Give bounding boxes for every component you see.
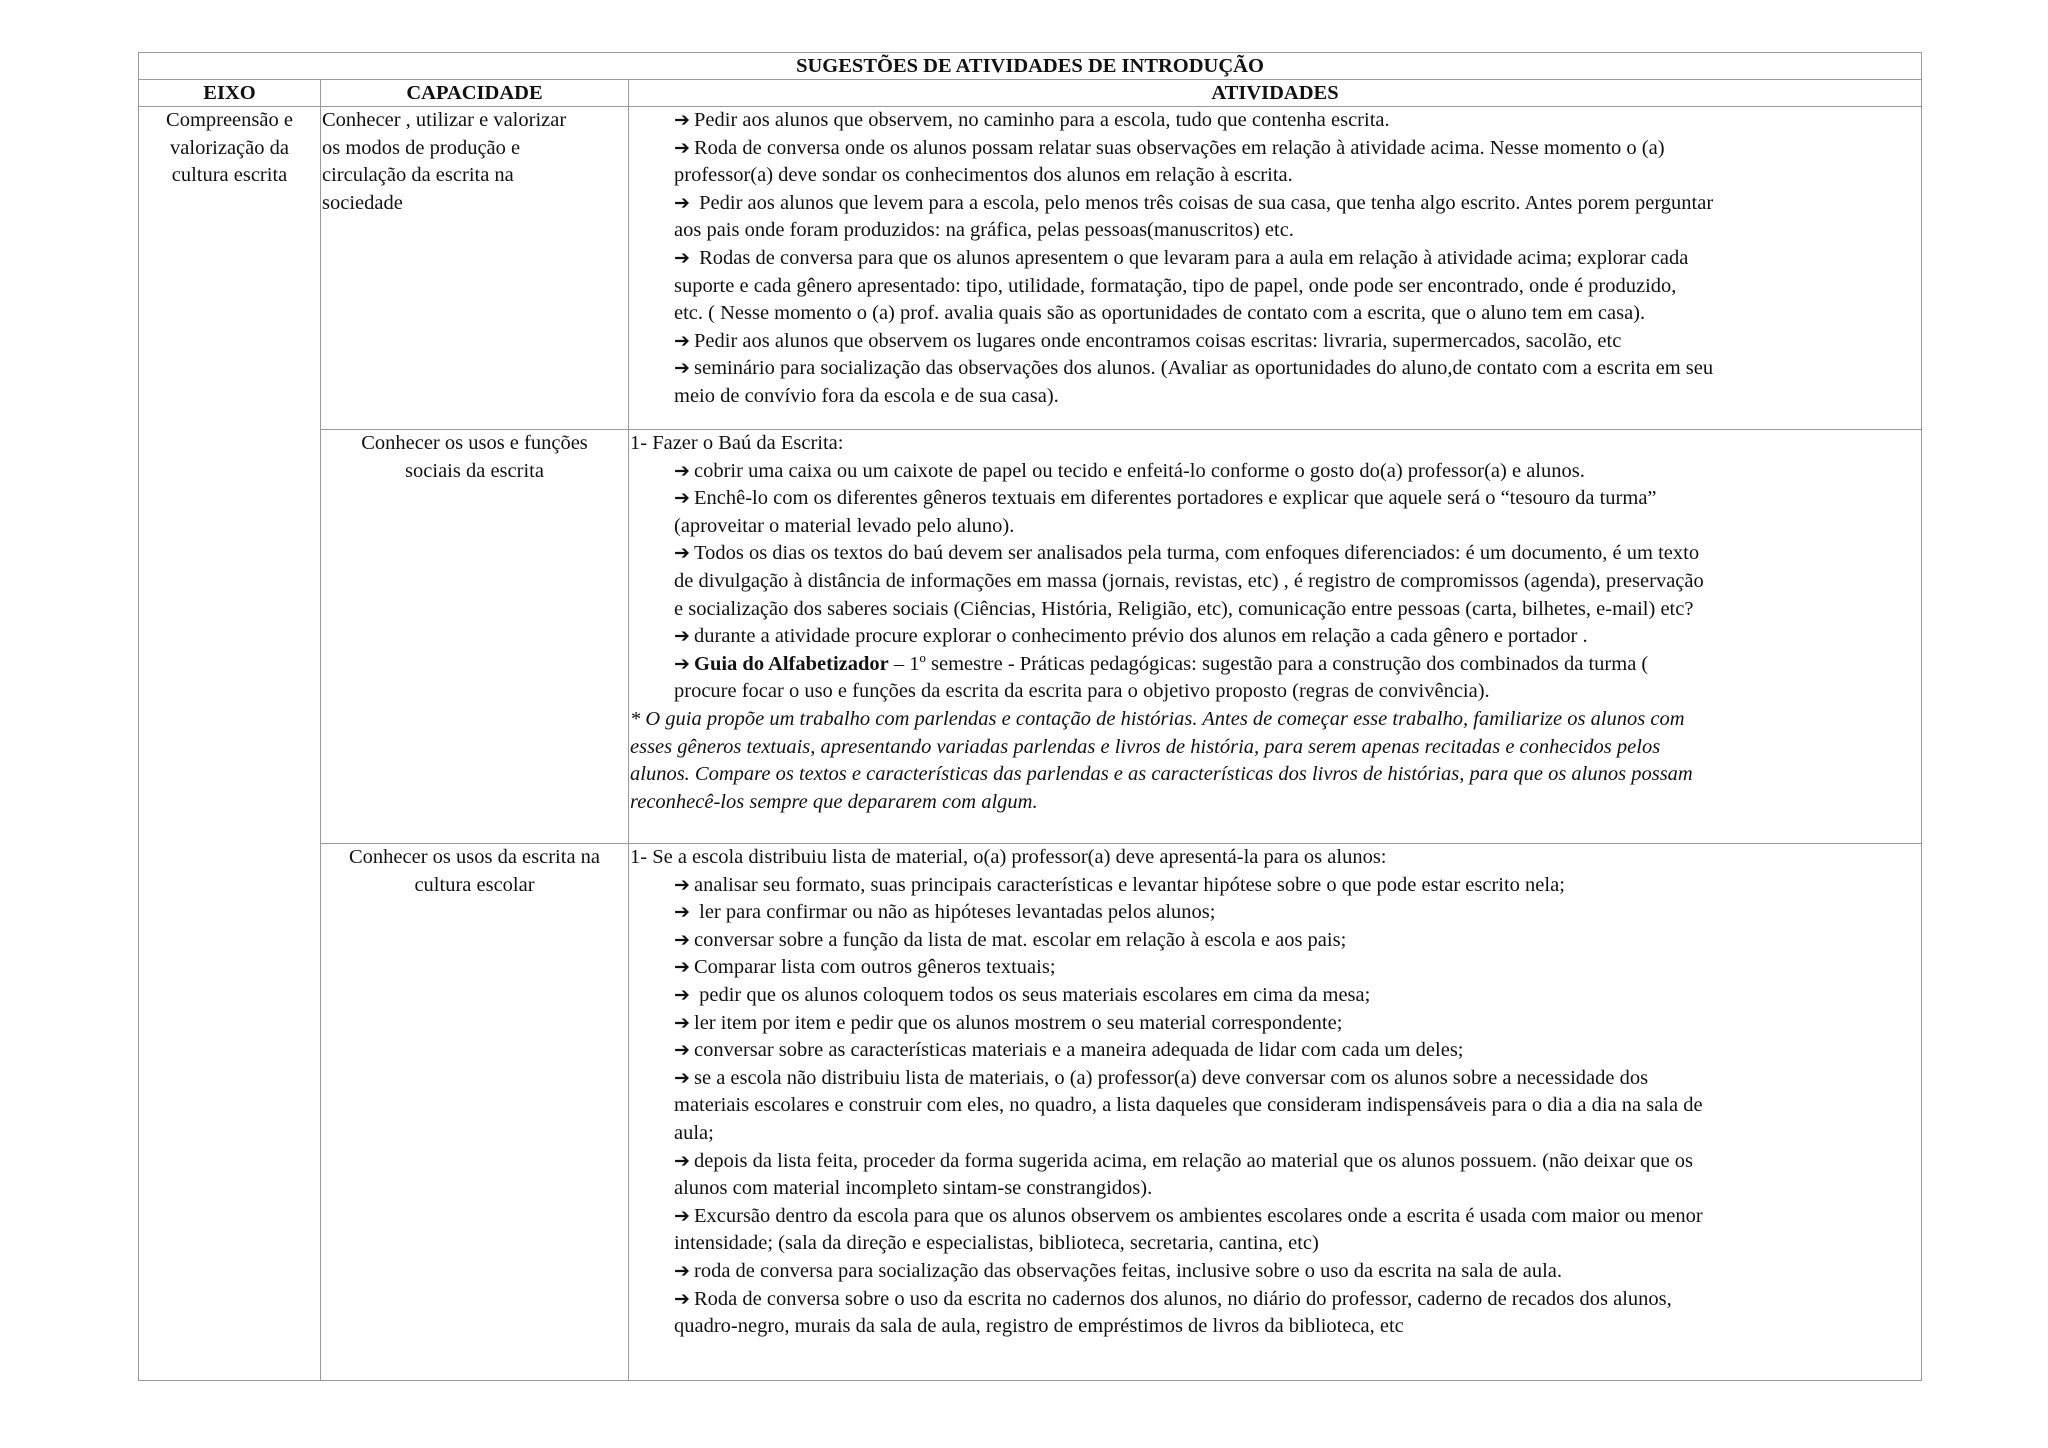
header-capacidade: CAPACIDADE — [321, 80, 629, 107]
activity-line: ➔ Excursão dentro da escola para que os alunos observem os ambientes escolares onde a escrita é usada com maior ou menor — [630, 1203, 1920, 1231]
activity-line: suporte e cada gênero apresentado: tipo, utilidade, formatação, tipo de papel, onde pode ser encontrado, onde é produzido, — [674, 274, 1677, 297]
capacidade-line: Conhecer os usos da escrita na — [348, 846, 601, 868]
eixo-line: Compreensão e — [166, 109, 293, 131]
activity-line: materiais escolares e construir com eles, no quadro, a lista daqueles que consideram indispensáveis para o dia a dia na sala de — [674, 1094, 1703, 1117]
arrow-icon: ➔ — [674, 901, 690, 924]
activity-line: ➔ ler para confirmar ou não as hipóteses levantadas pelos alunos; — [630, 899, 1920, 927]
capacidade-line: sociais da escrita — [405, 459, 544, 482]
arrow-icon: ➔ — [674, 246, 690, 269]
activity-line: ➔ cobrir uma caixa ou um caixote de papel ou tecido e enfeitá-lo conforme o gosto do(a) professor(a) e alunos. — [630, 458, 1920, 486]
arrow-icon: ➔ — [674, 357, 690, 380]
activity-line: ➔ Enchê-lo com os diferentes gêneros textuais em diferentes portadores e explicar que aquele será o “tesouro da turma” — [630, 485, 1920, 513]
arrow-icon: ➔ — [674, 542, 690, 565]
capacidade-cell — [321, 844, 629, 1381]
note-line: esses gêneros textuais, apresentando variadas parlendas e livros de história, para serem apenas recitadas e conhecidos pelos — [630, 735, 1661, 758]
capacidade-line: Conhecer os usos e funções — [361, 432, 588, 454]
activity-line: ➔ Todos os dias os textos do baú devem ser analisados pela turma, com enfoques diferenciados: é um documento, é um texto — [630, 540, 1920, 568]
activity-line: e socialização dos saberes sociais (Ciências, História, Religião, etc), comunicação entre pessoas (carta, bilhetes, e-mail) etc? — [674, 597, 1694, 620]
activity-line: ➔ conversar sobre as características materiais e a maneira adequada de lidar com cada um deles; — [630, 1037, 1920, 1065]
arrow-icon: ➔ — [674, 329, 690, 352]
activity-line: alunos com material incompleto sintam-se constrangidos). — [674, 1177, 1153, 1200]
arrow-icon: ➔ — [674, 109, 690, 131]
activity-line: ➔ ler item por item e pedir que os alunos mostrem o seu material correspondente; — [630, 1010, 1920, 1038]
capacidade-cell — [321, 430, 629, 844]
activity-line: (aproveitar o material levado pelo aluno). — [674, 514, 1015, 537]
arrow-icon: ➔ — [674, 652, 690, 675]
activity-line: ➔ Rodas de conversa para que os alunos apresentem o que levaram para a aula em relação à atividade acima; explorar cada — [630, 245, 1920, 273]
atividades-cell — [629, 107, 1922, 430]
activity-intro: 1- Fazer o Baú da Escrita: — [630, 432, 844, 454]
activity-line: intensidade; (sala da direção e especialistas, biblioteca, secretaria, cantina, etc) — [674, 1232, 1319, 1255]
activity-line: meio de convívio fora da escola e de sua casa). — [674, 384, 1059, 407]
activity-intro: 1- Se a escola distribuiu lista de material, o(a) professor(a) deve apresentá-la para os alunos: — [630, 846, 1387, 868]
arrow-icon: ➔ — [674, 1149, 690, 1172]
activity-line: ➔ conversar sobre a função da lista de mat. escolar em relação à escola e aos pais; — [630, 927, 1920, 955]
activity-line: ➔ seminário para socialização das observações dos alunos. (Avaliar as oportunidades do aluno,de contato com a escrita em seu — [630, 355, 1920, 383]
arrow-icon: ➔ — [674, 1011, 690, 1034]
arrow-icon: ➔ — [674, 459, 690, 482]
arrow-icon: ➔ — [674, 487, 690, 510]
activity-line: ➔ Roda de conversa onde os alunos possam relatar suas observações em relação à atividade acima. Nesse momento o (a) — [630, 135, 1920, 163]
header-atividades: ATIVIDADES — [629, 80, 1922, 107]
activity-line: ➔ roda de conversa para socialização das observações feitas, inclusive sobre o uso da escrita na sala de aula. — [630, 1258, 1920, 1286]
arrow-icon: ➔ — [674, 1039, 690, 1062]
activity-line: ➔ Comparar lista com outros gêneros textuais; — [630, 954, 1920, 982]
arrow-icon: ➔ — [674, 956, 690, 979]
header-eixo: EIXO — [139, 80, 321, 107]
activity-line: ➔ Guia do Alfabetizador – 1º semestre - Práticas pedagógicas: sugestão para a construção dos combinados da turma ( — [630, 651, 1920, 679]
activity-line: ➔ Pedir aos alunos que observem os lugares onde encontramos coisas escritas: livraria, supermercados, sacolão, etc — [630, 328, 1920, 356]
activity-line: quadro-negro, murais da sala de aula, registro de empréstimos de livros da biblioteca, etc — [674, 1315, 1404, 1338]
arrow-icon: ➔ — [674, 1259, 690, 1282]
capacidade-line: Conhecer , utilizar e valorizar — [322, 109, 567, 131]
note-line: reconhecê-los sempre que depararem com algum. — [630, 790, 1038, 813]
guia-title: Guia do Alfabetizador — [694, 652, 889, 675]
activity-line: aula; — [674, 1121, 714, 1144]
capacidade-line: circulação da escrita na — [322, 164, 514, 187]
activity-line: ➔ Roda de conversa sobre o uso da escrita no cadernos dos alunos, no diário do professor, caderno de recados dos alunos, — [630, 1286, 1920, 1314]
arrow-icon: ➔ — [674, 983, 690, 1006]
activity-line: de divulgação à distância de informações em massa (jornais, revistas, etc) , é registro de compromissos (agenda), preservação — [674, 569, 1704, 592]
atividades-cell — [629, 430, 1922, 844]
arrow-icon: ➔ — [674, 136, 690, 159]
arrow-icon: ➔ — [674, 928, 690, 951]
arrow-icon: ➔ — [674, 1204, 690, 1227]
arrow-icon: ➔ — [674, 1066, 690, 1089]
eixo-line: cultura escrita — [171, 164, 288, 187]
arrow-icon: ➔ — [674, 873, 690, 896]
activity-line: ➔ durante a atividade procure explorar o conhecimento prévio dos alunos em relação a cada gênero e portador . — [630, 623, 1920, 651]
activity-line: aos pais onde foram produzidos: na gráfica, pelas pessoas(manuscritos) etc. — [674, 219, 1294, 242]
note-line: * O guia propõe um trabalho com parlendas e contação de histórias. Antes de começar esse trabalho, familiarize os alunos com — [630, 707, 1685, 730]
activity-line: ➔ depois da lista feita, proceder da forma sugerida acima, em relação ao material que os alunos possuem. (não deixar que os — [630, 1148, 1920, 1176]
activity-line: ➔ se a escola não distribuiu lista de materiais, o (a) professor(a) deve conversar com os alunos sobre a necessidade dos — [630, 1065, 1920, 1093]
activity-line: professor(a) deve sondar os conhecimentos dos alunos em relação à escrita. — [674, 164, 1293, 187]
capacidade-cell — [321, 107, 629, 430]
arrow-icon: ➔ — [674, 625, 690, 648]
note-line: alunos. Compare os textos e características das parlendas e as características dos livros de histórias, para que os alunos possam — [630, 763, 1693, 786]
arrow-icon: ➔ — [674, 191, 690, 214]
arrow-icon: ➔ — [674, 1287, 690, 1310]
activity-line: ➔ Pedir aos alunos que levem para a escola, pelo menos três coisas de sua casa, que tenha algo escrito. Antes porem perguntar — [630, 190, 1920, 218]
activity-line: ➔ Pedir aos alunos que observem, no caminho para a escola, tudo que contenha escrita. — [630, 107, 1920, 135]
activity-line: ➔ analisar seu formato, suas principais características e levantar hipótese sobre o que pode estar escrito nela; — [630, 872, 1920, 900]
atividades-cell — [629, 844, 1922, 1381]
activity-line: ➔ pedir que os alunos coloquem todos os seus materiais escolares em cima da mesa; — [630, 982, 1920, 1010]
activity-line: procure focar o uso e funções da escrita da escrita para o objetivo proposto (regras de convivência). — [674, 680, 1490, 703]
eixo-cell — [139, 107, 321, 1381]
activity-line: etc. ( Nesse momento o (a) prof. avalia quais são as oportunidades de contato com a escrita, que o aluno tem em casa). — [674, 302, 1646, 325]
capacidade-line: sociedade — [322, 191, 403, 214]
capacidade-line: cultura escolar — [414, 873, 535, 896]
capacidade-line: os modos de produção e — [322, 136, 521, 159]
activities-table — [138, 52, 1922, 1381]
eixo-line: valorização da — [170, 136, 289, 159]
table-title: SUGESTÕES DE ATIVIDADES DE INTRODUÇÃO — [139, 53, 1922, 80]
